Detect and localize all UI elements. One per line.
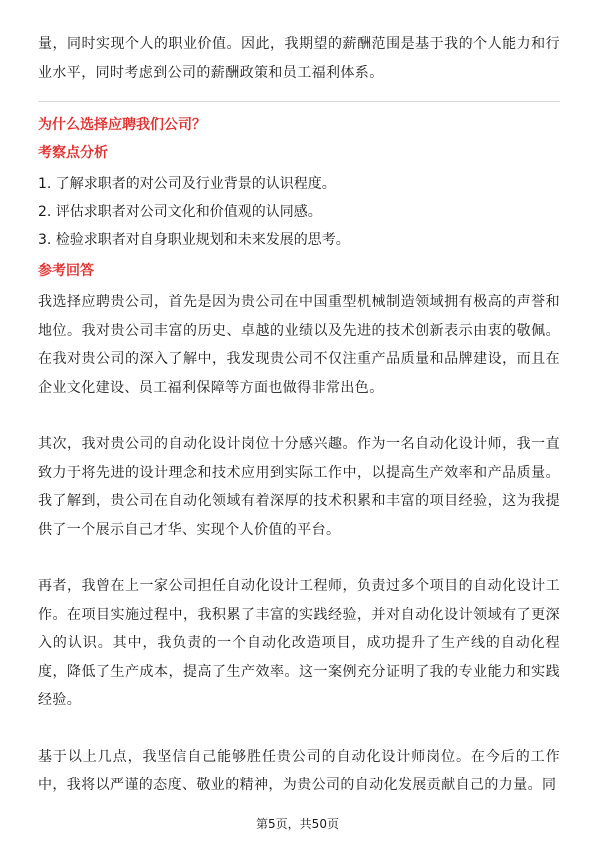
paragraph-gap [38,544,560,572]
section-divider [38,101,560,102]
answer-heading: 参考回答 [38,263,94,279]
answer-paragraph: 我选择应聘贵公司，首先是因为贵公司在中国重型机械制造领域拥有极高的声誉和地位。我对贵公司丰富的历史、卓越的业绩以及先进的技术创新表示由衷的敬佩。在我对贵公司的深入了解中，我发现贵公司不仅注重产品质量和品牌建设，而且在企业文化建设、员工福利保障等方面也做得非常出色。 [38,294,560,396]
page-footer: 第5页，共50页 [256,817,339,831]
analysis-heading: 考察点分析 [38,145,108,161]
intro-paragraph: 量，同时实现个人的职业价值。因此，我期望的薪酬范围是基于我的个人能力和行业水平，同时考虑到公司的薪酬政策和员工福利体系。 [38,36,560,81]
answer-paragraph: 再者，我曾在上一家公司担任自动化设计工程师，负责过多个项目的自动化设计工作。在项目实施过程中，我积累了丰富的实践经验，并对自动化设计领域有了更深入的认识。其中，我负责的一个自动化改造项目，成功提升了生产线的自动化程度，降低了生产成本，提高了生产效率。这一案例充分证明了我的专业能力和实践经验。 [38,578,560,708]
analysis-item: 2. 评估求职者对公司文化和价值观的认同感。 [38,204,322,220]
page-content [38,30,560,800]
answer-paragraph: 基于以上几点，我坚信自己能够胜任贵公司的自动化设计师岗位。在今后的工作中，我将以严谨的态度、敬业的精神，为贵公司的自动化发展贡献自己的力量。同 [38,748,560,793]
analysis-item: 1. 了解求职者的对公司及行业背景的认识程度。 [38,176,336,192]
question-heading: 为什么选择应聘我们公司？ [38,117,206,133]
analysis-item: 3. 检验求职者对自身职业规划和未来发展的思考。 [38,232,350,248]
paragraph-gap [38,402,560,430]
paragraph-gap [38,715,560,743]
answer-paragraph: 其次，我对贵公司的自动化设计岗位十分感兴趣。作为一名自动化设计师，我一直致力于将先进的设计理念和技术应用到实际工作中，以提高生产效率和产品质量。我了解到，贵公司在自动化领域有着深厚的技术积累和丰富的项目经验，这为我提供了一个展示自己才华、实现个人价值的平台。 [38,436,560,538]
